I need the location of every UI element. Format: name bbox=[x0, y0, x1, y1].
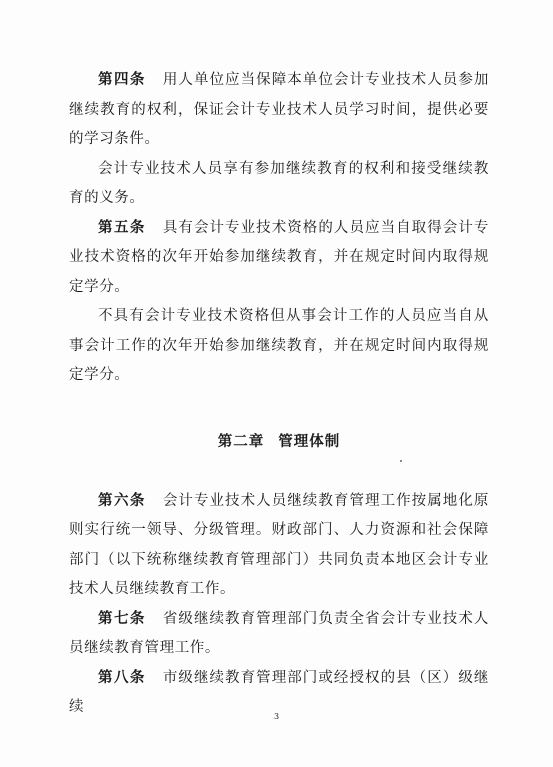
page-number: 3 bbox=[273, 712, 280, 721]
article-label: 第六条 bbox=[98, 492, 146, 509]
article-text: 具有会计专业技术资格的人员应当自取得会计专业技术资格的次年开始参加继续教育，并在规定时间内取得规定学分。 bbox=[69, 219, 489, 295]
article-text: 会计专业技术人员继续教育管理工作按属地化原则实行统一领导、分级管理。财政部门、人力资源和社会保障部门（以下统称继续教育管理部门）共同负责本地区会计专业技术人员继续教育工作。 bbox=[69, 492, 489, 597]
article-text: 省级继续教育管理部门负责全省会计专业技术人员继续教育管理工作。 bbox=[69, 610, 489, 656]
article-4 bbox=[69, 66, 489, 155]
article-5-paragraph-2 bbox=[69, 302, 489, 391]
article-label: 第七条 bbox=[98, 610, 146, 627]
scan-speck bbox=[400, 460, 402, 462]
document-body bbox=[69, 66, 489, 723]
article-text: 会计专业技术人员享有参加继续教育的权利和接受继续教育的义务。 bbox=[69, 160, 489, 206]
article-6 bbox=[69, 487, 489, 605]
article-label: 第五条 bbox=[98, 219, 146, 236]
spacer bbox=[69, 391, 489, 427]
article-text: 用人单位应当保障本单位会计专业技术人员参加继续教育的权利，保证会计专业技术人员学习时间，提供必要的学习条件。 bbox=[69, 72, 489, 147]
article-text: 不具有会计专业技术资格但从事会计工作的人员应当自从事会计工作的次年开始参加继续教育，并在规定时间内取得规定学分。 bbox=[69, 308, 489, 383]
article-label: 第四条 bbox=[98, 72, 146, 88]
article-4-paragraph-2 bbox=[69, 155, 489, 214]
article-label: 第八条 bbox=[98, 669, 146, 686]
article-7 bbox=[69, 605, 489, 664]
article-5 bbox=[69, 214, 489, 303]
chapter-heading bbox=[69, 427, 489, 457]
chapter-number: 第二章 bbox=[217, 433, 265, 450]
article-text: 市级继续教育管理部门或经授权的县（区）级继续 bbox=[69, 669, 489, 715]
spacer bbox=[69, 457, 489, 487]
chapter-title: 管理体制 bbox=[278, 433, 341, 450]
